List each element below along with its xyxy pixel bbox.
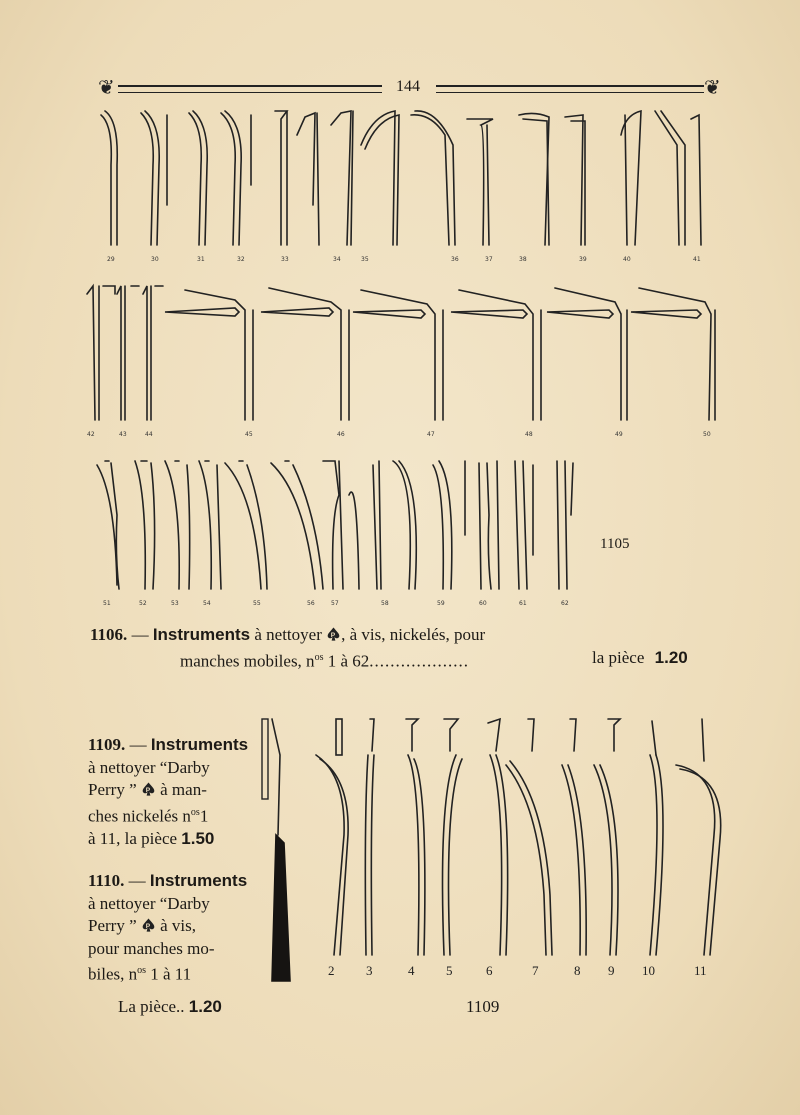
figure-caption-1109: 1109 [466,997,500,1016]
item-title: Instruments [150,735,249,754]
figure-number: 8 [574,963,581,978]
figure-number: 3 [366,963,373,978]
figure-number: 10 [642,963,655,978]
instrument-row-3 [95,455,595,615]
figure-number: 31 [197,256,205,263]
item-text: manches mobiles, n [180,651,315,671]
item-text: à nettoyer [254,625,322,644]
figure-number: 49 [615,431,623,438]
figure-number: 35 [361,256,369,263]
figure-number: 6 [486,963,493,978]
figure-number: 53 [171,600,179,607]
figure-number: 36 [451,256,459,263]
item-1110 [88,870,268,986]
spade-trademark-icon [141,917,156,933]
figure-number: 7 [532,963,539,978]
item-number: 1110. [88,871,125,890]
item-text: ches nickelés n [88,806,191,826]
left-ornament-icon: ❦ [98,77,115,99]
figure-number: 45 [245,431,253,438]
svg-text:P: P [145,922,150,930]
figure-number: 60 [479,600,487,607]
item-1109 [88,734,268,850]
figure-number: 46 [337,431,345,438]
price-value: 1.20 [188,997,222,1016]
header-rule-left [118,85,382,93]
row1-figure-numbers [107,256,701,263]
item-text: biles, n [88,964,138,984]
superscript: os [314,652,324,663]
dash: — [131,625,149,644]
figure-number: 37 [485,256,493,263]
figure-number: 48 [525,431,533,438]
figure-caption-1105: 1105 [600,536,630,552]
price-value: 1.20 [654,648,688,667]
item-number: 1109. [88,735,126,754]
figure-number: 52 [139,600,147,607]
price-unit: la pièce [592,648,645,667]
header-rule-right [436,85,704,93]
item-title: Instruments [149,871,248,890]
svg-text:P: P [330,631,336,639]
figure-number: 42 [87,431,95,438]
figure-number: 56 [307,600,315,607]
figure-number: 38 [519,256,527,263]
figure-number: 61 [519,600,527,607]
figure-number: 47 [427,431,435,438]
right-ornament-icon: ❦ [704,77,721,99]
price-label: La pièce.. [118,997,185,1016]
price-value: 1.50 [181,828,215,848]
figure-number: 11 [694,963,707,978]
figure-number: 58 [381,600,389,607]
figure-number: 55 [253,600,261,607]
item-text: à 11, la pièce [88,828,178,848]
item-text: à man- [160,780,207,799]
item-text: 1 [199,806,209,826]
item-text: 1 à 11 [146,964,192,984]
item-text: à nettoyer “Darby [88,757,210,777]
item-text: Perry ” [88,916,137,935]
item-text: à vis, [160,916,197,935]
item-1106-line-2 [180,647,469,673]
superscript: os [190,806,200,818]
figure-number: 43 [119,431,127,438]
leader-dots: ................... [369,651,470,671]
figure-number: 5 [446,963,453,978]
spade-trademark-icon [141,781,156,797]
figure-number: 32 [237,256,245,263]
item-text: Perry ” [88,780,137,799]
item-number: 1106. [90,625,128,644]
figure-number: 30 [151,256,159,263]
spade-trademark-icon [326,626,341,642]
dash: — [128,871,146,890]
page-number: 144 [396,78,420,95]
item-1106-price [592,647,688,669]
figure-number: 33 [281,256,289,263]
figure-number: 39 [579,256,587,263]
svg-text:P: P [145,786,150,794]
item-1106-line-1 [90,624,485,646]
figure-number: 40 [623,256,631,263]
figure-number: 51 [103,600,111,607]
item-title: Instruments [152,625,251,644]
handle-drawing [256,715,296,985]
instrument-plate-1109 [310,715,730,978]
figure-number: 2 [328,963,335,978]
superscript: os [137,965,147,976]
item-text: , à vis, nickelés, pour [341,625,486,644]
figure-number: 57 [331,600,339,607]
figure-number: 9 [608,963,615,978]
figure-number: 54 [203,600,211,607]
footer-price [118,996,222,1018]
figure-number: 50 [703,431,711,438]
figure-number: 44 [145,431,153,438]
figure-number: 59 [437,600,445,607]
item-text: pour manches mo- [88,938,215,958]
item-text: à nettoyer “Darby [88,893,210,913]
figure-number: 62 [561,600,569,607]
figure-number: 4 [408,963,415,978]
figure-number: 29 [107,256,115,263]
figure-number: 41 [693,256,701,263]
dash: — [129,735,147,754]
item-text: 1 à 62 [323,651,370,671]
figure-number: 34 [333,256,341,263]
instrument-row-2 [85,280,715,445]
instrument-row-1 [95,105,715,270]
